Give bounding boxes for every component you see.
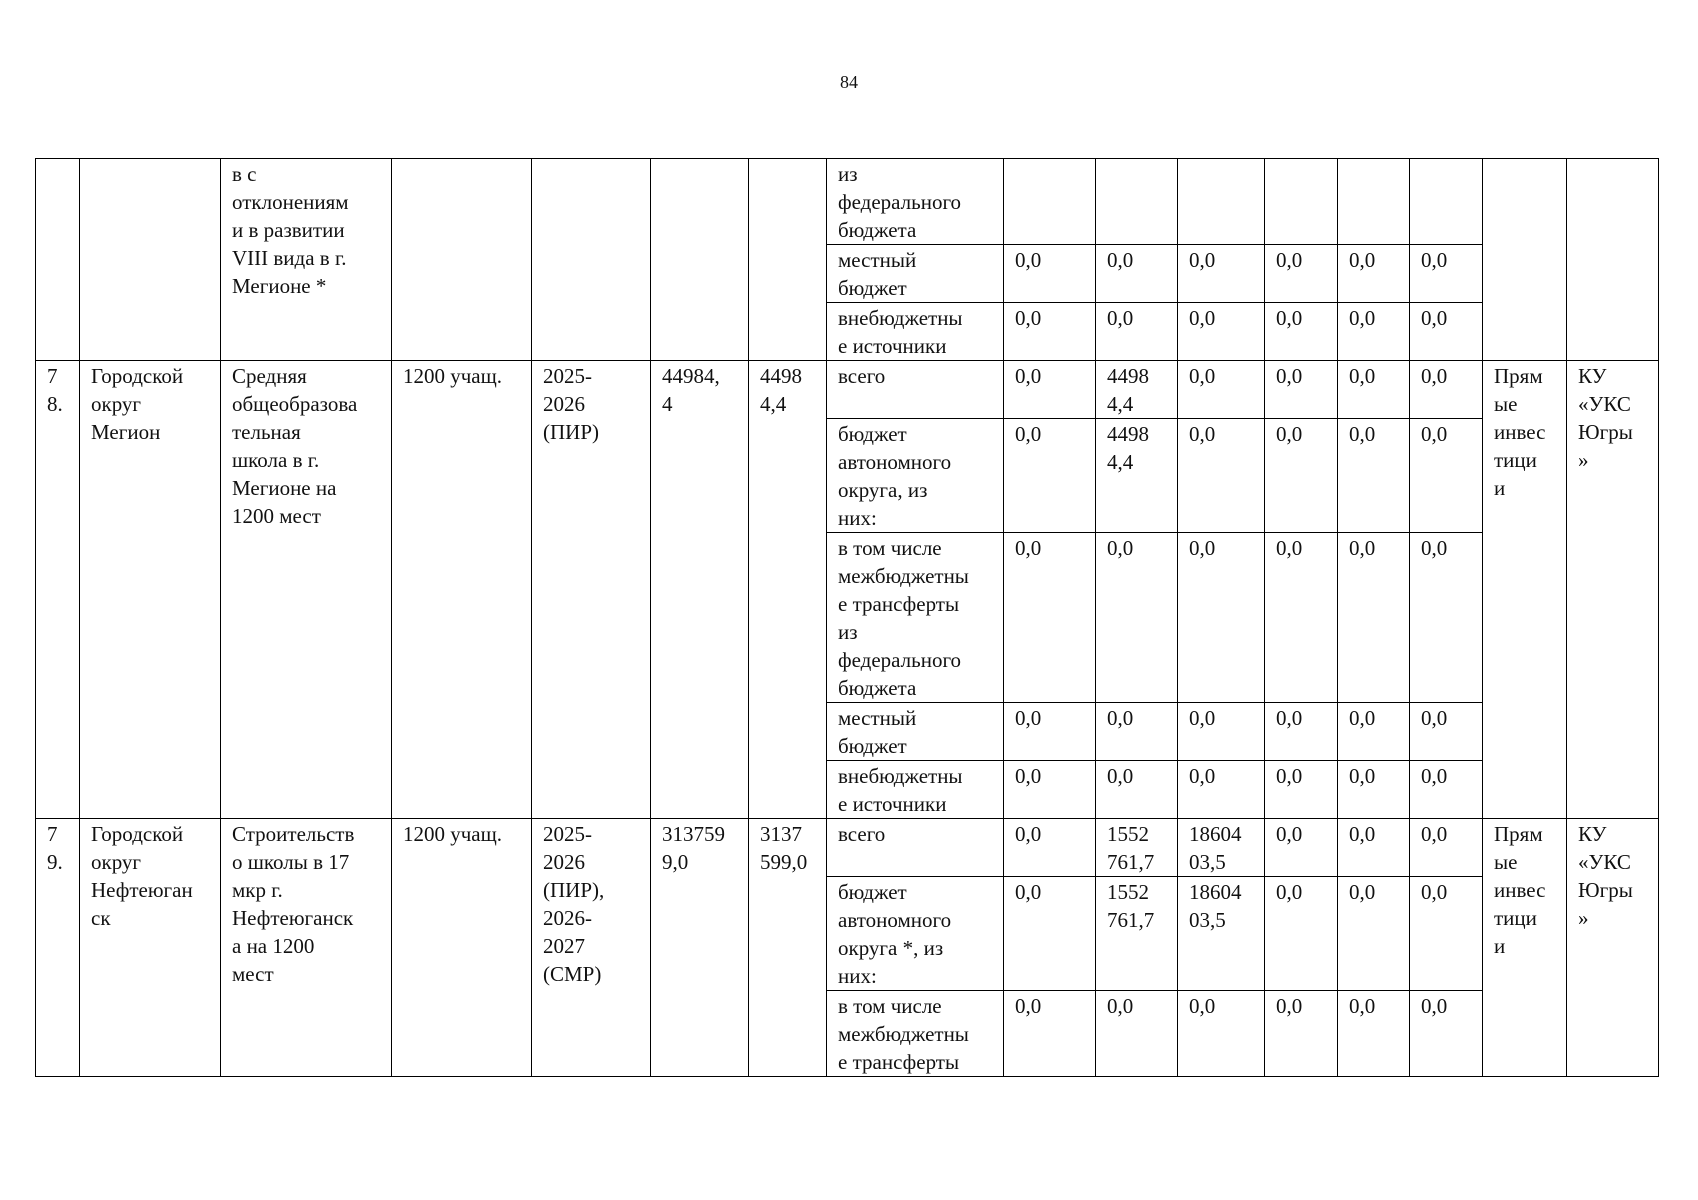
value-cell: 0,0 (1178, 991, 1265, 1077)
value-cell: 0,0 (1410, 361, 1483, 419)
value-cell: 0,0 (1178, 703, 1265, 761)
value-cell: 0,0 (1004, 533, 1096, 703)
mechanism-cell: Прям ые инвес тици и (1483, 361, 1567, 819)
value-cell: 1552 761,7 (1096, 819, 1178, 877)
value-cell (1410, 159, 1483, 245)
value-cell: 0,0 (1096, 303, 1178, 361)
period-cell (532, 159, 651, 361)
remaining-cost-cell (749, 159, 827, 361)
value-cell: 0,0 (1096, 991, 1178, 1077)
estimated-cost-cell: 44984, 4 (651, 361, 749, 819)
table-row (36, 819, 1659, 877)
value-cell: 0,0 (1338, 877, 1410, 991)
value-cell: 0,0 (1178, 303, 1265, 361)
municipality-cell: Городской округ Мегион (80, 361, 221, 819)
row-number-cell: 7 8. (36, 361, 80, 819)
value-cell (1096, 159, 1178, 245)
capacity-cell: 1200 учащ. (392, 361, 532, 819)
object-name-cell: в с отклонениям и в развитии VIII вида в г. Мегионе * (221, 159, 392, 361)
capacity-cell (392, 159, 532, 361)
period-cell: 2025- 2026 (ПИР), 2026- 2027 (СМР) (532, 819, 651, 1077)
value-cell: 0,0 (1265, 819, 1338, 877)
funding-source-cell: из федерального бюджета (827, 159, 1004, 245)
value-cell: 0,0 (1004, 877, 1096, 991)
table-row (36, 159, 1659, 245)
value-cell: 0,0 (1338, 361, 1410, 419)
period-cell: 2025- 2026 (ПИР) (532, 361, 651, 819)
value-cell (1265, 159, 1338, 245)
remaining-cost-cell: 3137 599,0 (749, 819, 827, 1077)
value-cell: 0,0 (1004, 419, 1096, 533)
value-cell: 0,0 (1338, 245, 1410, 303)
value-cell: 0,0 (1338, 419, 1410, 533)
value-cell: 18604 03,5 (1178, 877, 1265, 991)
value-cell: 0,0 (1410, 245, 1483, 303)
funding-source-cell: внебюджетны е источники (827, 761, 1004, 819)
value-cell: 0,0 (1410, 761, 1483, 819)
value-cell: 0,0 (1410, 419, 1483, 533)
value-cell: 0,0 (1265, 877, 1338, 991)
customer-cell (1567, 159, 1659, 361)
page-number: 84 (840, 72, 858, 92)
value-cell: 0,0 (1338, 703, 1410, 761)
value-cell (1178, 159, 1265, 245)
table-row (36, 361, 1659, 419)
value-cell (1004, 159, 1096, 245)
value-cell: 0,0 (1338, 303, 1410, 361)
value-cell: 0,0 (1096, 761, 1178, 819)
object-name-cell: Строительств о школы в 17 мкр г. Нефтеюганск а на 1200 мест (221, 819, 392, 1077)
customer-cell: КУ «УКС Югры » (1567, 361, 1659, 819)
funding-source-cell: бюджет автономного округа *, из них: (827, 877, 1004, 991)
value-cell: 0,0 (1265, 419, 1338, 533)
estimated-cost-cell (651, 159, 749, 361)
funding-source-cell: в том числе межбюджетны е трансферты из федерального бюджета (827, 533, 1004, 703)
value-cell: 0,0 (1178, 533, 1265, 703)
value-cell: 0,0 (1410, 303, 1483, 361)
value-cell: 0,0 (1410, 703, 1483, 761)
value-cell: 4498 4,4 (1096, 361, 1178, 419)
value-cell: 0,0 (1265, 361, 1338, 419)
municipality-cell (80, 159, 221, 361)
value-cell: 0,0 (1410, 877, 1483, 991)
value-cell: 0,0 (1410, 819, 1483, 877)
value-cell: 18604 03,5 (1178, 819, 1265, 877)
row-number-cell: 7 9. (36, 819, 80, 1077)
value-cell: 0,0 (1004, 991, 1096, 1077)
value-cell: 0,0 (1265, 761, 1338, 819)
value-cell: 0,0 (1004, 819, 1096, 877)
object-name-cell: Средняя общеобразова тельная школа в г. Мегионе на 1200 мест (221, 361, 392, 819)
value-cell: 0,0 (1265, 303, 1338, 361)
funding-source-cell: местный бюджет (827, 703, 1004, 761)
value-cell: 0,0 (1096, 703, 1178, 761)
row-number-cell (36, 159, 80, 361)
value-cell: 0,0 (1004, 245, 1096, 303)
value-cell: 0,0 (1004, 361, 1096, 419)
value-cell: 0,0 (1338, 991, 1410, 1077)
value-cell: 0,0 (1265, 245, 1338, 303)
value-cell: 0,0 (1096, 245, 1178, 303)
value-cell: 0,0 (1178, 761, 1265, 819)
funding-source-cell: в том числе межбюджетны е трансферты (827, 991, 1004, 1077)
value-cell (1338, 159, 1410, 245)
funding-source-cell: бюджет автономного округа, из них: (827, 419, 1004, 533)
value-cell: 0,0 (1410, 991, 1483, 1077)
customer-cell: КУ «УКС Югры » (1567, 819, 1659, 1077)
capacity-cell: 1200 учащ. (392, 819, 532, 1077)
value-cell: 1552 761,7 (1096, 877, 1178, 991)
value-cell: 0,0 (1265, 703, 1338, 761)
investment-table (35, 158, 1659, 1077)
remaining-cost-cell: 4498 4,4 (749, 361, 827, 819)
estimated-cost-cell: 313759 9,0 (651, 819, 749, 1077)
value-cell: 0,0 (1004, 761, 1096, 819)
funding-source-cell: всего (827, 361, 1004, 419)
funding-source-cell: местный бюджет (827, 245, 1004, 303)
value-cell: 0,0 (1338, 533, 1410, 703)
value-cell: 0,0 (1265, 533, 1338, 703)
value-cell: 0,0 (1410, 533, 1483, 703)
value-cell: 0,0 (1178, 245, 1265, 303)
value-cell: 0,0 (1004, 703, 1096, 761)
value-cell: 0,0 (1265, 991, 1338, 1077)
value-cell: 0,0 (1096, 533, 1178, 703)
funding-source-cell: всего (827, 819, 1004, 877)
value-cell: 4498 4,4 (1096, 419, 1178, 533)
value-cell: 0,0 (1178, 361, 1265, 419)
value-cell: 0,0 (1338, 819, 1410, 877)
municipality-cell: Городской округ Нефтеюган ск (80, 819, 221, 1077)
value-cell: 0,0 (1004, 303, 1096, 361)
mechanism-cell (1483, 159, 1567, 361)
value-cell: 0,0 (1178, 419, 1265, 533)
funding-source-cell: внебюджетны е источники (827, 303, 1004, 361)
mechanism-cell: Прям ые инвес тици и (1483, 819, 1567, 1077)
value-cell: 0,0 (1338, 761, 1410, 819)
